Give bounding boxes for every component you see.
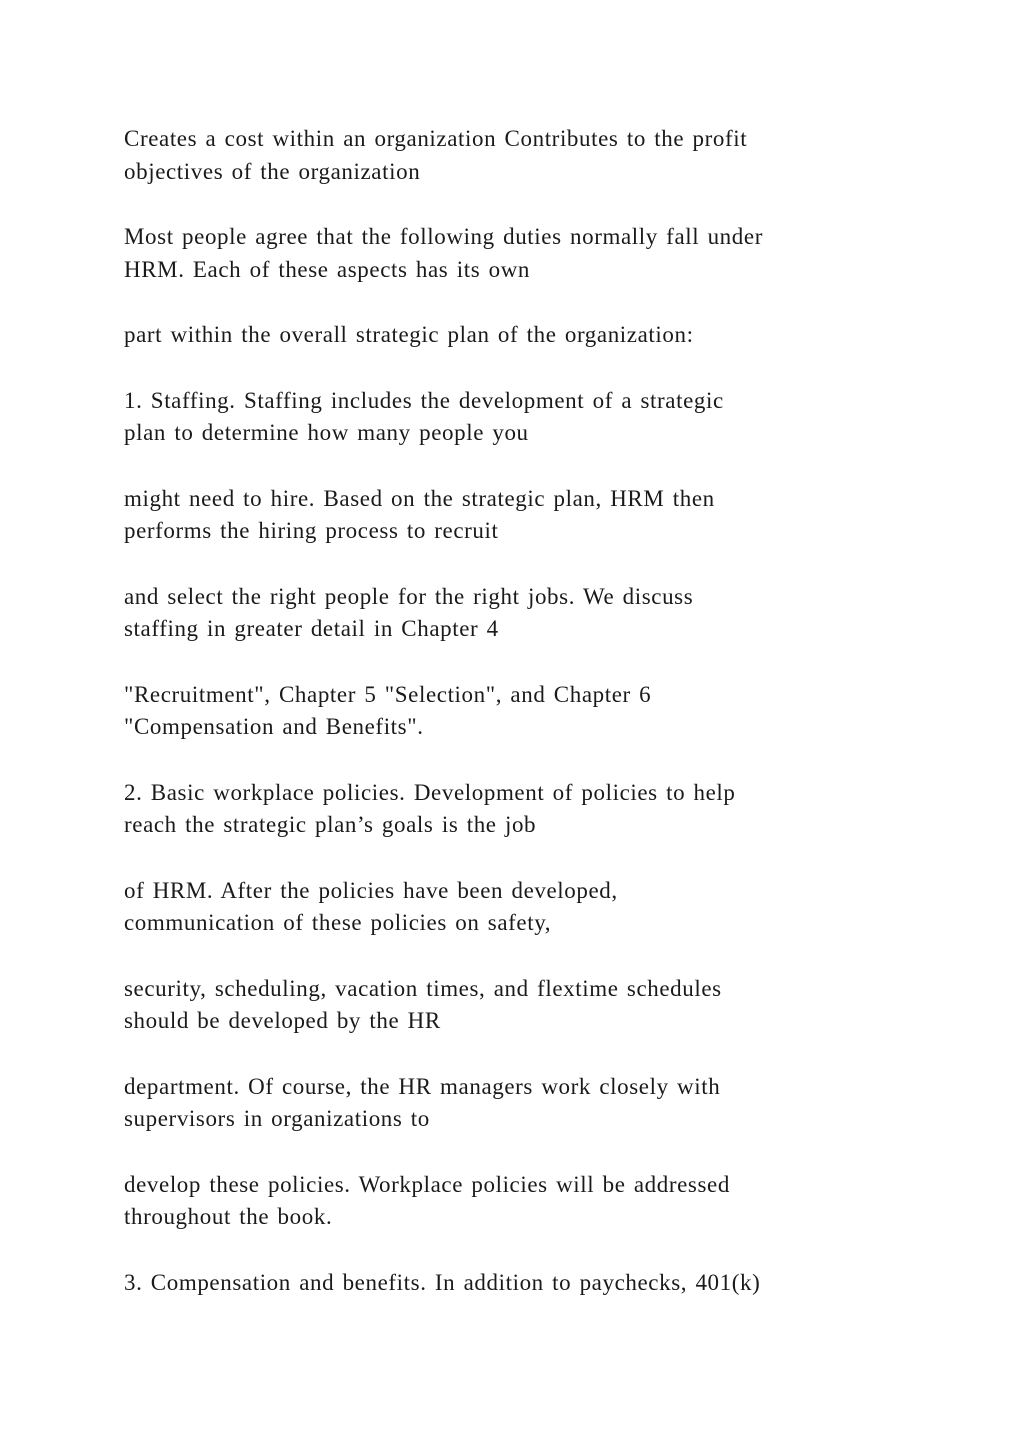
paragraph — [124, 1071, 904, 1136]
text-line: plan to determine how many people you — [124, 420, 529, 445]
paragraph — [124, 221, 904, 286]
text-line: "Recruitment", Chapter 5 "Selection", and Chapter 6 — [124, 681, 652, 707]
paragraph — [124, 319, 904, 352]
text-line: of HRM. After the policies have been developed, — [124, 877, 618, 903]
paragraph — [124, 679, 904, 744]
text-line: should be developed by the HR — [124, 1008, 441, 1033]
text-line: part within the overall strategic plan of the organization: — [124, 322, 694, 347]
text-line: security, scheduling, vacation times, and flextime schedules — [124, 975, 722, 1001]
text-line: communication of these policies on safety, — [124, 910, 552, 935]
text-line: Most people agree that the following duties normally fall under — [124, 224, 763, 249]
text-line: might need to hire. Based on the strategic plan, HRM then — [124, 485, 715, 511]
text-line: staffing in greater detail in Chapter 4 — [124, 616, 499, 641]
paragraph — [124, 385, 904, 450]
text-line: objectives of the organization — [124, 158, 421, 184]
text-line: 3. Compensation and benefits. In addition to paychecks, 401(k) — [124, 1269, 761, 1295]
paragraph — [124, 875, 904, 940]
text-line: performs the hiring process to recruit — [124, 518, 499, 543]
text-line: 2. Basic workplace policies. Development of policies to help — [124, 779, 736, 805]
paragraph — [124, 581, 904, 646]
document-body — [124, 123, 904, 1332]
paragraph — [124, 777, 904, 842]
text-line: throughout the book. — [124, 1204, 333, 1229]
paragraph — [124, 1267, 904, 1300]
paragraph — [124, 1169, 904, 1234]
paragraph — [124, 483, 904, 548]
text-line: HRM. Each of these aspects has its own — [124, 256, 531, 282]
text-line: "Compensation and Benefits". — [124, 714, 424, 739]
text-line: supervisors in organizations to — [124, 1106, 430, 1131]
text-line: department. Of course, the HR managers work closely with — [124, 1073, 721, 1099]
text-line: develop these policies. Workplace policies will be addressed — [124, 1171, 730, 1197]
paragraph — [124, 973, 904, 1038]
text-line: Creates a cost within an organization Contributes to the profit — [124, 126, 748, 151]
text-line: reach the strategic plan’s goals is the job — [124, 812, 537, 837]
text-line: and select the right people for the right jobs. We discuss — [124, 583, 694, 609]
paragraph — [124, 123, 904, 188]
text-line: 1. Staffing. Staffing includes the development of a strategic — [124, 387, 724, 413]
